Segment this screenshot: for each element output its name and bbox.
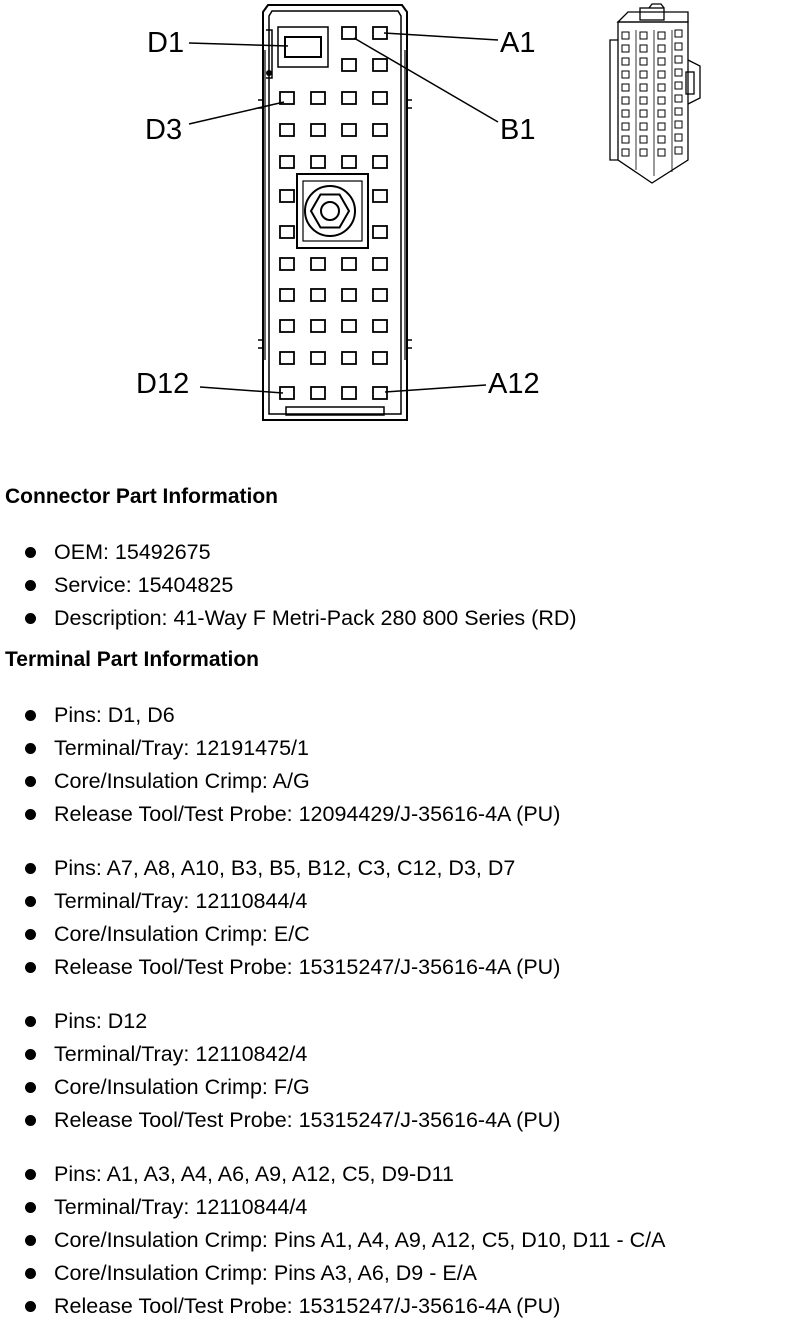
leader-d12 (200, 387, 283, 393)
terminal-cavity (373, 352, 387, 364)
list-item-text: Release Tool/Test Probe: 15315247/J-35616-4A (PU) (54, 955, 561, 979)
list-item-text: Core/Insulation Crimp: Pins A3, A6, D9 - E/A (54, 1261, 478, 1285)
terminal-cavity (280, 289, 294, 301)
thumbnail-cavity (675, 82, 682, 89)
terminal-cavity (373, 92, 387, 104)
thumbnail-cavity (640, 123, 647, 130)
terminal-cavity (373, 289, 387, 301)
terminal-cavity (311, 258, 325, 270)
bullet-icon (25, 743, 36, 754)
leader-a12 (385, 385, 486, 392)
terminal-cavity (311, 387, 325, 399)
thumbnail-cavity (640, 71, 647, 78)
bullet-icon (25, 896, 36, 907)
list-item-text: Terminal/Tray: 12110844/4 (54, 889, 308, 913)
list-item-text: Core/Insulation Crimp: Pins A1, A4, A9, A12, C5, D10, D11 - C/A (54, 1228, 666, 1252)
thumbnail-cavity (675, 43, 682, 50)
list-item-text: Description: 41-Way F Metri-Pack 280 800 Series (RD) (54, 606, 577, 630)
terminal-cavity (311, 352, 325, 364)
thumbnail-cavity (640, 45, 647, 52)
terminal-cavity (311, 156, 325, 168)
terminal-cavity (280, 258, 294, 270)
terminal-cavity (280, 352, 294, 364)
bullet-icon (25, 613, 36, 624)
thumbnail-cavity (658, 84, 665, 91)
terminal-cavity (373, 124, 387, 136)
bullet-icon (25, 1049, 36, 1060)
thumbnail-cavity (622, 45, 629, 52)
bullet-icon (25, 929, 36, 940)
bullet-icon (25, 962, 36, 973)
pin-label-d1: D1 (147, 27, 185, 59)
pin-label-a12: A12 (488, 368, 540, 400)
terminal-cavity (373, 258, 387, 270)
thumbnail-cavity (658, 32, 665, 39)
bullet-icon (25, 809, 36, 820)
thumbnail-cavity (658, 97, 665, 104)
terminal-cavity (342, 387, 356, 399)
terminal-cavity (342, 289, 356, 301)
thumbnail-cavity (622, 149, 629, 156)
leader-d1 (189, 43, 288, 46)
list-item-text: Service: 15404825 (54, 573, 234, 597)
thumbnail-cavity (622, 71, 629, 78)
bullet-icon (25, 776, 36, 787)
terminal-cavity (280, 320, 294, 332)
thumbnail-cavity (640, 58, 647, 65)
thumbnail-cavity (622, 97, 629, 104)
list-item-text: Release Tool/Test Probe: 15315247/J-35616-4A (PU) (54, 1294, 561, 1318)
terminal-cavity (342, 27, 356, 39)
bullet-icon (25, 1301, 36, 1312)
terminal-cavity (280, 190, 294, 202)
bullet-icon (25, 580, 36, 591)
terminal-info-heading: Terminal Part Information (5, 648, 259, 671)
bullet-icon (25, 1115, 36, 1126)
thumbnail-cavity (640, 97, 647, 104)
thumbnail-cavity (675, 134, 682, 141)
terminal-cavity (280, 226, 294, 238)
terminal-cavity (373, 156, 387, 168)
terminal-cavity (342, 156, 356, 168)
terminal-cavity (373, 190, 387, 202)
bullet-icon (25, 1016, 36, 1027)
list-item-text: Terminal/Tray: 12110842/4 (54, 1042, 308, 1066)
thumbnail-cavity (675, 121, 682, 128)
thumbnail-cavity (675, 56, 682, 63)
leader-b1 (354, 38, 498, 122)
terminal-cavity (373, 226, 387, 238)
bullet-icon (25, 1202, 36, 1213)
thumbnail-cavity (640, 149, 647, 156)
terminal-cavity (342, 320, 356, 332)
thumbnail-cavity (675, 95, 682, 102)
pin-label-d3: D3 (145, 114, 183, 146)
thumbnail-cavity (658, 58, 665, 65)
thumbnail-cavity (675, 108, 682, 115)
terminal-cavity (311, 320, 325, 332)
thumbnail-cavity (640, 32, 647, 39)
bullet-icon (25, 547, 36, 558)
thumbnail-cavity (658, 123, 665, 130)
thumbnail-cavity (622, 84, 629, 91)
terminal-cavity (373, 320, 387, 332)
list-item-text: Pins: D12 (54, 1009, 148, 1033)
connector-perspective-thumbnail (610, 4, 700, 183)
terminal-cavity (373, 387, 387, 399)
list-item-text: Core/Insulation Crimp: A/G (54, 769, 310, 793)
terminal-cavity (311, 124, 325, 136)
thumbnail-cavity (658, 110, 665, 117)
list-item-text: Terminal/Tray: 12191475/1 (54, 736, 309, 760)
thumbnail-cavity (675, 69, 682, 76)
callout-leaders (189, 33, 498, 393)
terminal-cavity (311, 289, 325, 301)
terminal-cavity (342, 258, 356, 270)
thumbnail-cavity (640, 136, 647, 143)
pin-label-a1: A1 (500, 27, 536, 59)
list-item-text: Release Tool/Test Probe: 15315247/J-35616-4A (PU) (54, 1108, 561, 1132)
terminal-cavity (311, 92, 325, 104)
terminal-cavity (342, 92, 356, 104)
thumbnail-cavity (658, 45, 665, 52)
terminal-cavity (342, 352, 356, 364)
connector-body (258, 5, 412, 420)
thumbnail-cavity (658, 136, 665, 143)
thumbnail-cavity (622, 136, 629, 143)
list-item-text: Release Tool/Test Probe: 12094429/J-35616-4A (PU) (54, 802, 561, 826)
terminal-cavity (342, 59, 356, 71)
thumbnail-cavity (622, 110, 629, 117)
thumbnail-cavity (640, 84, 647, 91)
terminal-cavity (280, 124, 294, 136)
list-item-text: Pins: D1, D6 (54, 703, 175, 727)
connector-info-heading: Connector Part Information (5, 485, 279, 508)
bullet-icon (25, 863, 36, 874)
thumbnail-cavity (622, 58, 629, 65)
bullet-icon (25, 1082, 36, 1093)
list-item-text: Terminal/Tray: 12110844/4 (54, 1195, 308, 1219)
list-item-text: Core/Insulation Crimp: F/G (54, 1075, 310, 1099)
thumbnail-cavity (622, 123, 629, 130)
bullet-icon (25, 710, 36, 721)
list-item-text: Pins: A1, A3, A4, A6, A9, A12, C5, D9-D11 (54, 1162, 454, 1186)
thumbnail-cavity (622, 32, 629, 39)
list-item-text: Pins: A7, A8, A10, B3, B5, B12, C3, C12, D3, D7 (54, 856, 516, 880)
thumbnail-cavity (658, 149, 665, 156)
jack-screw (305, 186, 355, 236)
list-item-text: OEM: 15492675 (54, 540, 211, 564)
pin-label-d12: D12 (136, 368, 190, 400)
bullet-icon (25, 1235, 36, 1246)
terminal-cavity (342, 124, 356, 136)
connector-face-diagram (0, 0, 800, 440)
thumbnail-cavity (675, 30, 682, 37)
thumbnail-cavity (658, 71, 665, 78)
terminal-cavity (280, 156, 294, 168)
thumbnail-cavity (675, 147, 682, 154)
bullet-icon (25, 1268, 36, 1279)
thumbnail-cavities (622, 30, 682, 156)
pin-label-b1: B1 (500, 114, 536, 146)
thumbnail-cavity (640, 110, 647, 117)
terminal-cavity (373, 59, 387, 71)
list-item-text: Core/Insulation Crimp: E/C (54, 922, 310, 946)
bullet-icon (25, 1169, 36, 1180)
